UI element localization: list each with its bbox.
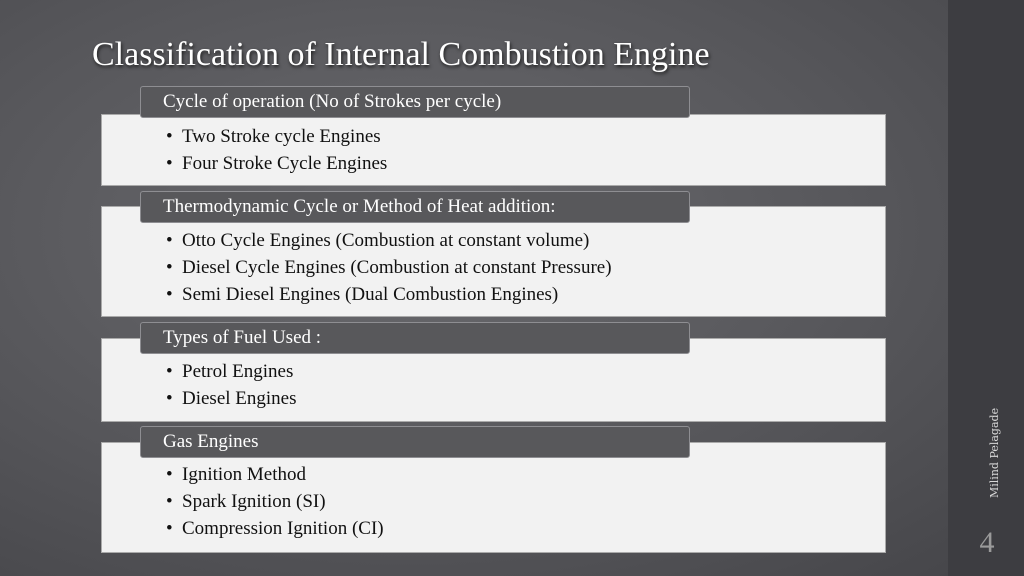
page-number: 4 <box>979 526 995 559</box>
list-item: • Two Stroke cycle Engines <box>166 123 387 150</box>
list-item: • Compression Ignition (CI) <box>166 515 384 542</box>
list-item: • Diesel Cycle Engines (Combustion at constant Pressure) <box>166 254 612 281</box>
list-item: • Ignition Method <box>166 461 384 488</box>
list-item: • Semi Diesel Engines (Dual Combustion Engines) <box>166 281 612 308</box>
section-heading-thermodynamic-cycle: Thermodynamic Cycle or Method of Heat addition: <box>140 191 690 223</box>
list-item: • Spark Ignition (SI) <box>166 488 384 515</box>
bullet-list <box>166 358 297 412</box>
section-heading-fuel-used: Types of Fuel Used : <box>140 322 690 354</box>
list-item: • Otto Cycle Engines (Combustion at constant volume) <box>166 227 612 254</box>
section-heading-gas-engines: Gas Engines <box>140 426 690 458</box>
section-heading-cycle-of-operation: Cycle of operation (No of Strokes per cycle) <box>140 86 690 118</box>
author-name: Milind Pelagade <box>988 407 1001 498</box>
list-item: • Diesel Engines <box>166 385 297 412</box>
bullet-list <box>166 461 384 542</box>
bullet-list <box>166 123 387 177</box>
list-item: • Petrol Engines <box>166 358 297 385</box>
slide-title: Classification of Internal Combustion Engine <box>92 36 710 73</box>
list-item: • Four Stroke Cycle Engines <box>166 150 387 177</box>
bullet-list <box>166 227 612 308</box>
section-panel-gas-engines <box>101 442 886 553</box>
section-panel-cycle-of-operation <box>101 114 886 186</box>
right-sidebar-bar <box>948 0 1024 576</box>
